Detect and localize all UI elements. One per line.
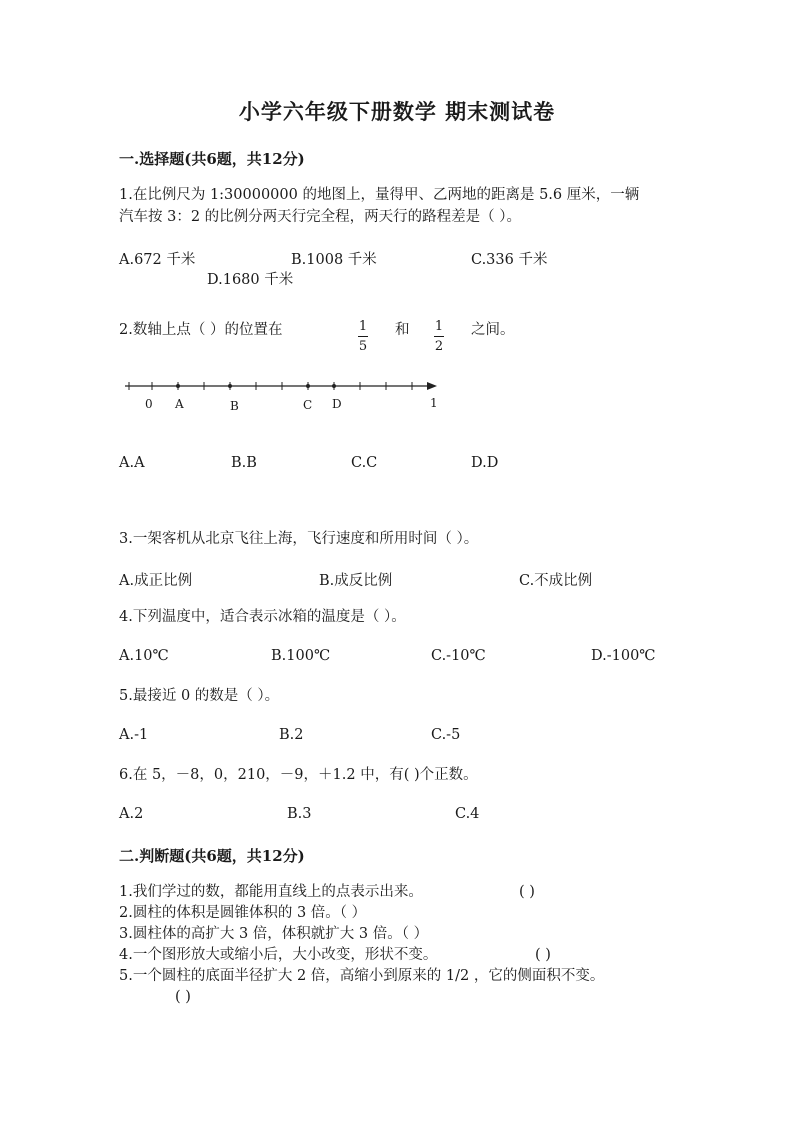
question-6-option-a[interactable]: A.2 [119,806,144,822]
question-2-middle: 和 [395,322,410,338]
judge-item-3-text: 3.圆柱体的高扩大 3 倍，体积就扩大 3 倍。（ ） [119,926,429,942]
question-2-suffix: 之间。 [471,322,515,338]
judge-item-5-blank[interactable]: ( ) [175,989,191,1005]
question-3-option-b[interactable]: B.成反比例 [319,573,393,589]
fraction-numerator: 1 [434,319,444,334]
point-b-dot [228,384,232,388]
fraction-bar [434,336,444,337]
question-3-option-c[interactable]: C.不成比例 [519,573,593,589]
question-1-option-c[interactable]: C.336 千米 [471,252,548,268]
arrow-icon [427,382,437,390]
question-6-text: 6.在 5，－8，0，210，－9，＋1.2 中，有( )个正数。 [119,767,478,783]
question-6-option-c[interactable]: C.4 [455,806,480,822]
number-line-label-a: A [175,397,184,411]
judge-item-4-text: 4.一个图形放大或缩小后，大小改变，形状不变。 [119,947,438,963]
question-2-option-b[interactable]: B.B [231,455,257,471]
question-4-option-d[interactable]: D.-100℃ [591,648,656,664]
judge-item-1-blank[interactable]: ( ) [519,884,535,900]
fraction-one-fifth [358,315,368,354]
page-title: 小学六年级下册数学 期末测试卷 [238,99,556,124]
question-5-option-b[interactable]: B.2 [279,727,304,743]
question-3-text: 3.一架客机从北京飞往上海，飞行速度和所用时间（ ）。 [119,531,479,547]
question-6-option-b[interactable]: B.3 [287,806,312,822]
question-4-option-b[interactable]: B.100℃ [271,648,331,664]
question-4-option-c[interactable]: C.-10℃ [431,648,486,664]
fraction-denominator: 2 [434,339,444,354]
fraction-numerator: 1 [358,319,368,334]
number-line-label-d: D [332,397,342,411]
question-5-option-c[interactable]: C.-5 [431,727,461,743]
question-1-line-2: 汽车按 3：2 的比例分两天行完全程，两天行的路程差是（ ）。 [119,209,522,225]
point-c-dot [306,384,310,388]
number-line-label-b: B [230,399,239,413]
question-2-option-d[interactable]: D.D [471,455,499,471]
question-1-option-d[interactable]: D.1680 千米 [207,272,294,288]
question-2-prefix: 2.数轴上点（ ）的位置在 [119,322,283,338]
question-1-option-a[interactable]: A.672 千米 [119,252,196,268]
question-4-option-a[interactable]: A.10℃ [119,648,169,664]
judge-item-5-text: 5.一个圆柱的底面半径扩大 2 倍，高缩小到原来的 1/2 ，它的侧面积不变。 [119,968,605,984]
judge-item-4-blank[interactable]: ( ) [535,947,551,963]
number-line [115,372,455,422]
section-heading-judge: 二.判断题(共6题，共12分) [119,847,305,865]
question-2-option-c[interactable]: C.C [351,455,378,471]
point-d-dot [332,384,336,388]
question-4-text: 4.下列温度中，适合表示冰箱的温度是（ ）。 [119,609,406,625]
fraction-bar [358,336,368,337]
question-2-option-a[interactable]: A.A [119,455,145,471]
judge-item-2-text: 2.圆柱的体积是圆锥体积的 3 倍。（ ） [119,905,367,921]
fraction-one-half [434,315,444,354]
question-5-text: 5.最接近 0 的数是（ ）。 [119,688,280,704]
question-1-option-b[interactable]: B.1008 千米 [291,252,377,268]
fraction-denominator: 5 [358,339,368,354]
question-3-option-a[interactable]: A.成正比例 [119,573,193,589]
question-1-line-1: 1.在比例尺为 1:30000000 的地图上，量得甲、乙两地的距离是 5.6 厘米，一辆 [119,187,640,203]
number-line-label-zero: 0 [145,397,153,411]
number-line-label-c: C [303,398,313,412]
number-line-label-one: 1 [430,396,438,410]
judge-item-1-text: 1.我们学过的数，都能用直线上的点表示出来。 [119,884,423,900]
point-a-dot [176,384,180,388]
section-heading-choice: 一.选择题(共6题，共12分) [119,150,305,168]
question-5-option-a[interactable]: A.-1 [119,727,149,743]
